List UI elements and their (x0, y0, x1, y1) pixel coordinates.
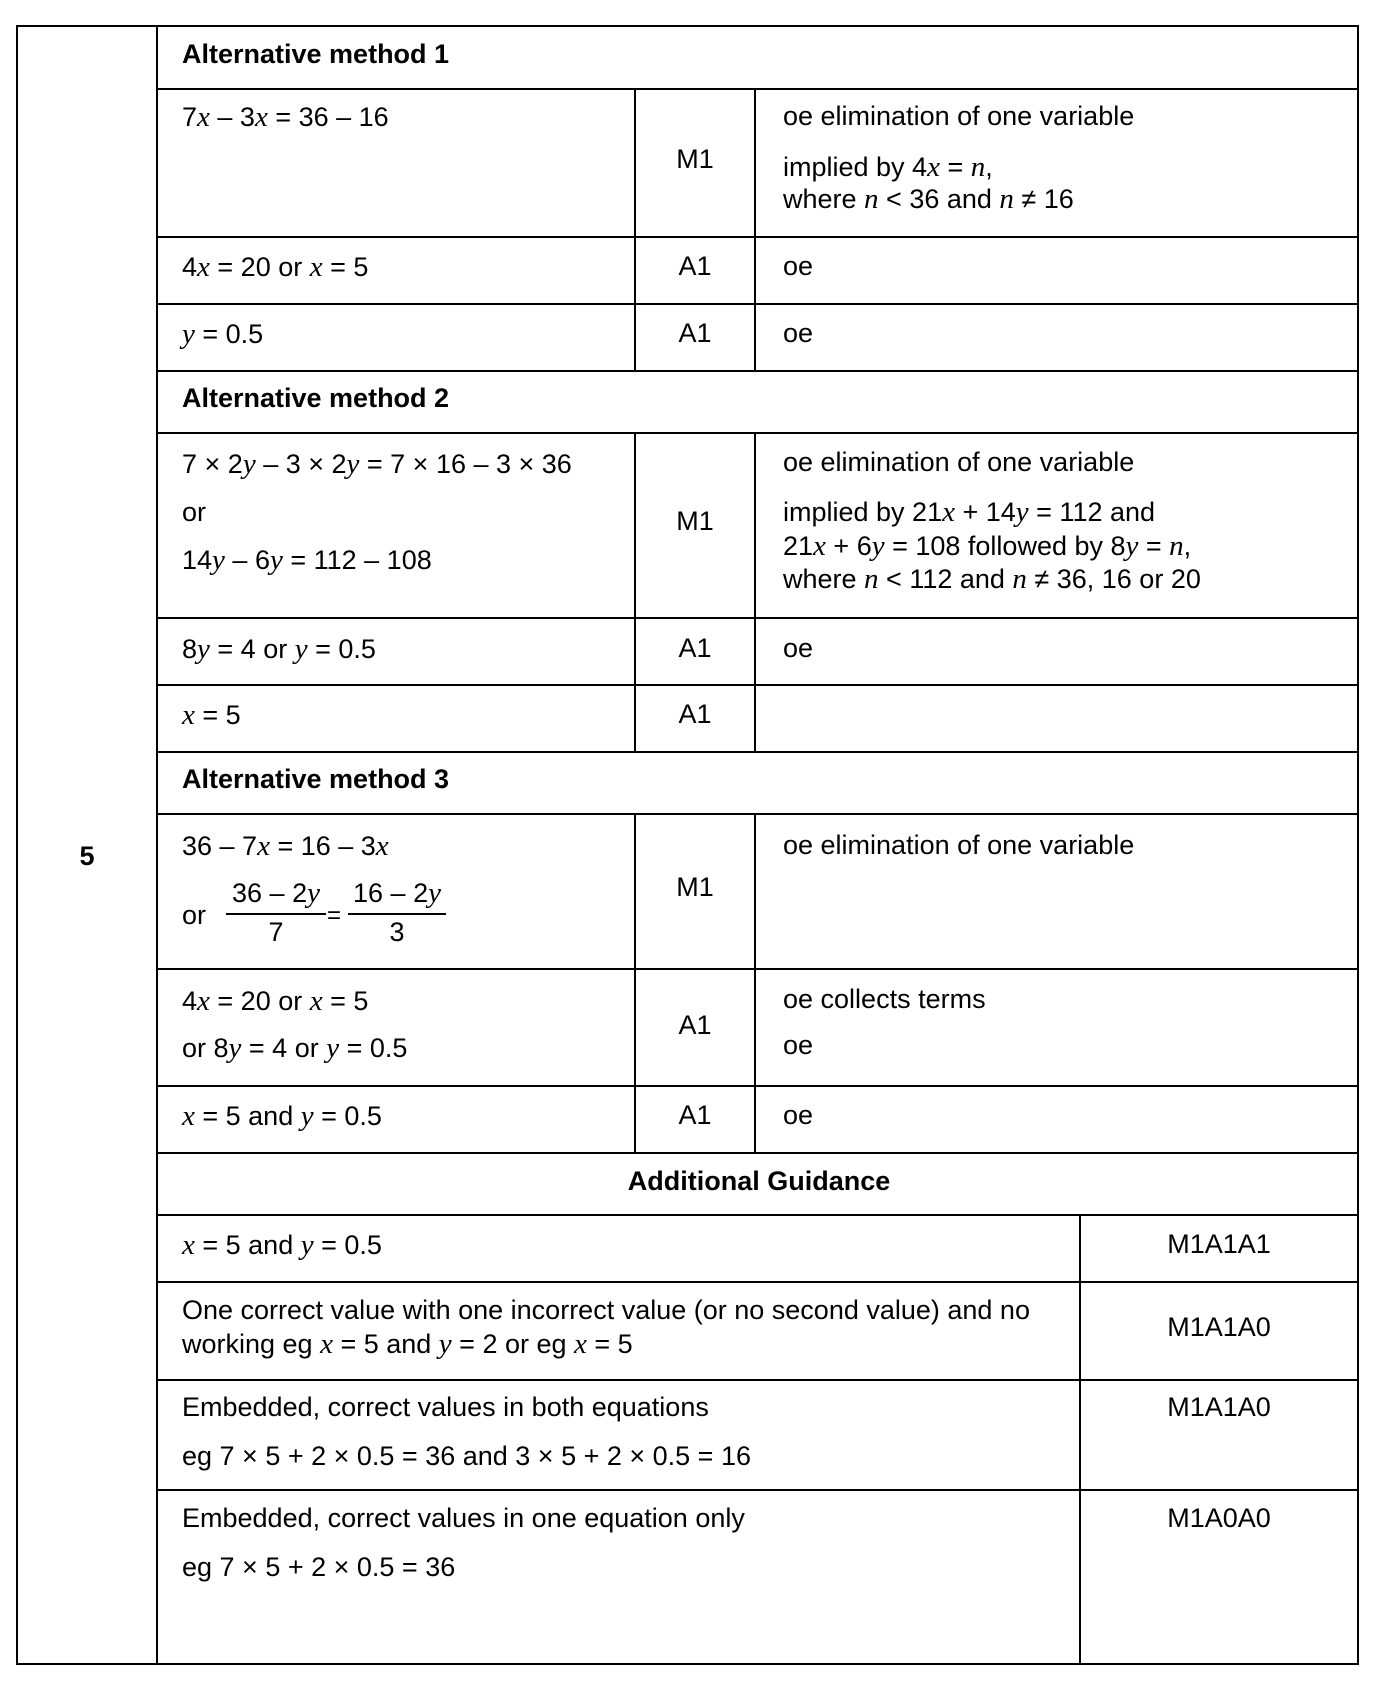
method1-row3-working: y = 0.5 (182, 318, 264, 350)
guidance-row1-mark: M1A1A1 (1167, 1229, 1271, 1259)
row-divider (157, 684, 1359, 686)
method3-row2-mark: A1 (678, 1010, 712, 1040)
method1-row2-working: 4x = 20 or x = 5 (182, 251, 369, 283)
column-divider (754, 432, 756, 751)
row-divider (157, 968, 1359, 970)
guidance-row4-line1: Embedded, correct values in one equation only (182, 1503, 745, 1533)
method3-row3-mark: A1 (678, 1100, 712, 1130)
method1-row1-mark: M1 (676, 144, 714, 174)
method3-row2-working2: or 8y = 4 or y = 0.5 (182, 1032, 408, 1064)
method3-row1-equals: = (327, 902, 342, 929)
method3-row3-comment: oe (783, 1100, 814, 1130)
method3-row2-working1: 4x = 20 or x = 5 (182, 985, 369, 1017)
method2-row1-comment3: 21x + 6y = 108 followed by 8y = n, (783, 530, 1192, 562)
row-divider (157, 1085, 1359, 1087)
method1-row1-working: 7x – 3x = 36 – 16 (182, 101, 389, 133)
method3-row1-working1: 36 – 7x = 16 – 3x (182, 830, 389, 862)
method3-row1-or: or (182, 900, 207, 930)
method1-row2-comment: oe (783, 251, 814, 281)
method2-row1-working1: 7 × 2y – 3 × 2y = 7 × 16 – 3 × 36 (182, 448, 572, 480)
guidance-row4-mark: M1A0A0 (1167, 1503, 1271, 1533)
column-divider (1079, 1214, 1081, 1665)
question-number: 5 (79, 841, 95, 871)
guidance-row3-line1: Embedded, correct values in both equations (182, 1392, 709, 1422)
row-divider (157, 1281, 1359, 1283)
row-divider (157, 432, 1359, 434)
guidance-row2-line1: One correct value with one incorrect value (or no second value) and no (182, 1295, 1030, 1325)
method3-row2-comment2: oe (783, 1030, 814, 1060)
method1-row1-comment1: oe elimination of one variable (783, 101, 1135, 131)
row-divider (157, 88, 1359, 90)
row-divider (157, 303, 1359, 305)
method1-heading: Alternative method 1 (182, 39, 450, 69)
row-divider (157, 1379, 1359, 1381)
column-divider (754, 813, 756, 1152)
method3-row3-working: x = 5 and y = 0.5 (182, 1100, 382, 1132)
row-divider (157, 617, 1359, 619)
row-divider (157, 1214, 1359, 1216)
method2-row1-mark: M1 (676, 506, 714, 536)
method2-heading: Alternative method 2 (182, 383, 450, 413)
row-divider (157, 236, 1359, 238)
method1-row1-comment2: implied by 4x = n, (783, 151, 993, 183)
method2-row1-comment4: where n < 112 and n ≠ 36, 16 or 20 (783, 563, 1201, 595)
row-divider (157, 370, 1359, 372)
method1-row3-comment: oe (783, 318, 814, 348)
guidance-row1-text: x = 5 and y = 0.5 (182, 1229, 382, 1261)
method1-row3-mark: A1 (678, 318, 712, 348)
guidance-row4-line2: eg 7 × 5 + 2 × 0.5 = 36 (182, 1552, 456, 1582)
method3-row1-fraction-left: $\frac{36 - 2y}{7}$ (226, 876, 326, 950)
method2-row1-comment1: oe elimination of one variable (783, 447, 1135, 477)
method3-heading: Alternative method 3 (182, 764, 450, 794)
row-divider (157, 1152, 1359, 1154)
method3-row1-mark: M1 (676, 872, 714, 902)
row-divider (157, 813, 1359, 815)
method1-row2-mark: A1 (678, 251, 712, 281)
guidance-row2-line2: working eg x = 5 and y = 2 or eg x = 5 (182, 1328, 633, 1360)
method2-row3-mark: A1 (678, 699, 712, 729)
row-divider (157, 1489, 1359, 1491)
method3-row1-fraction-right: $\frac{16 - 2y}{3}$ (348, 876, 446, 950)
method3-row1-comment: oe elimination of one variable (783, 830, 1135, 860)
method2-row1-or: or (182, 497, 207, 527)
method2-row2-mark: A1 (678, 633, 712, 663)
method2-row2-working: 8y = 4 or y = 0.5 (182, 633, 376, 665)
method1-row1-comment3: where n < 36 and n ≠ 16 (783, 183, 1074, 215)
method2-row2-comment: oe (783, 633, 814, 663)
method2-row1-comment2: implied by 21x + 14y = 112 and (783, 496, 1156, 528)
guidance-heading: Additional Guidance (627, 1166, 891, 1196)
row-divider (157, 751, 1359, 753)
method2-row1-working2: 14y – 6y = 112 – 108 (182, 544, 432, 576)
guidance-row3-mark: M1A1A0 (1167, 1392, 1271, 1422)
method3-row2-comment1: oe collects terms (783, 984, 986, 1014)
question-number-column (16, 25, 158, 1665)
method2-row3-working: x = 5 (182, 699, 241, 731)
column-divider (754, 88, 756, 370)
guidance-row2-mark: M1A1A0 (1167, 1312, 1271, 1342)
guidance-row3-line2: eg 7 × 5 + 2 × 0.5 = 36 and 3 × 5 + 2 × 0.5 = 16 (182, 1441, 751, 1471)
